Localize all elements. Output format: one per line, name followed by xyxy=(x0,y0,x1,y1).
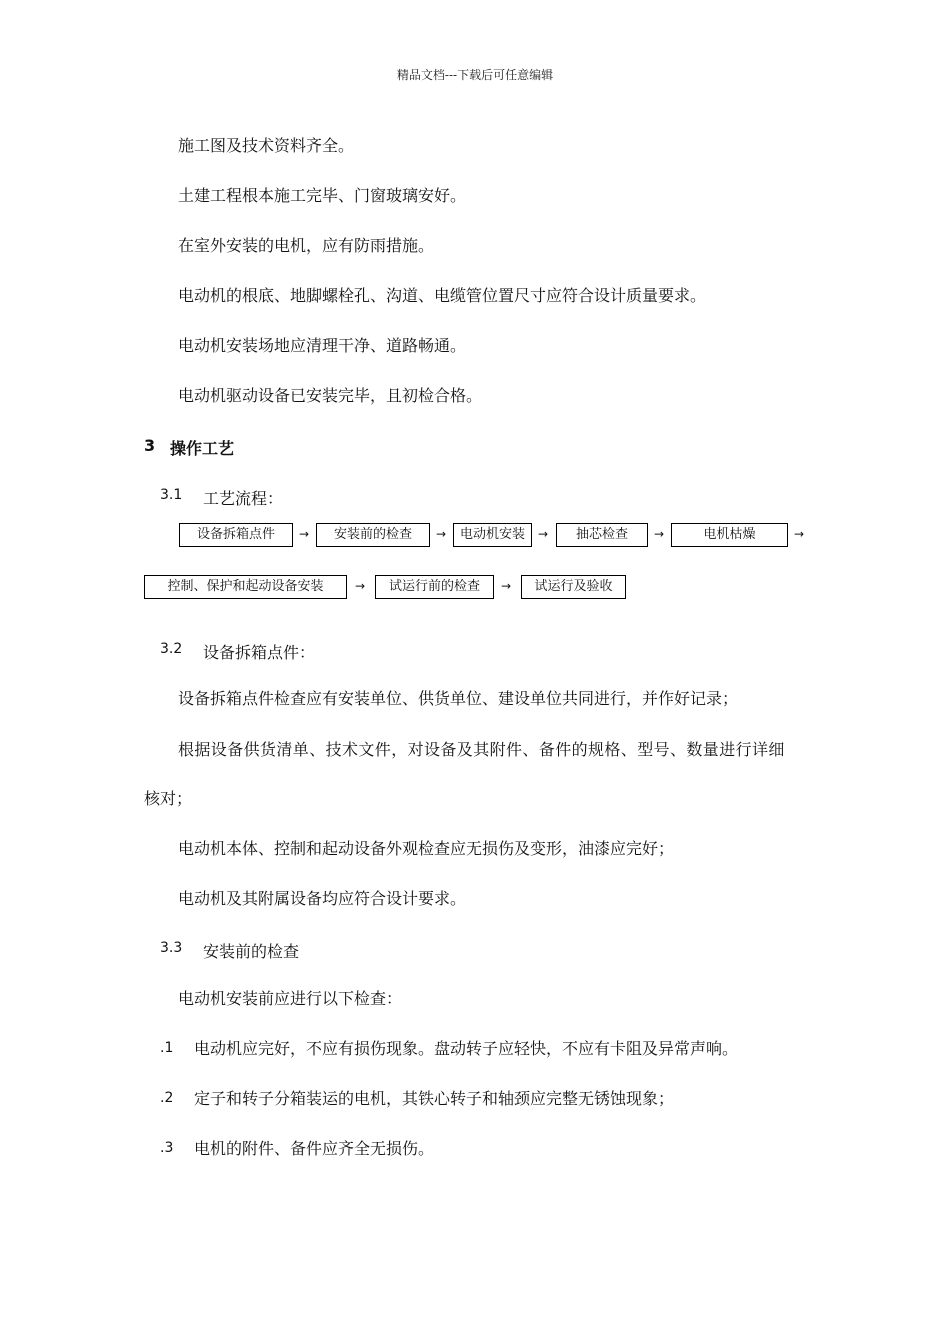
paragraph: 电动机本体、控制和起动设备外观检查应无损伤及变形，油漆应完好； xyxy=(178,839,675,858)
paragraph: 设备拆箱点件检查应有安装单位、供货单位、建设单位共同进行，并作好记录； xyxy=(178,689,739,708)
list-item: 电机的附件、备件应齐全无损伤。 xyxy=(194,1139,435,1158)
arrow-icon: → xyxy=(501,579,512,593)
arrow-icon: → xyxy=(299,527,310,541)
flow-box: 设备拆箱点件 xyxy=(179,523,293,547)
intro-item: 土建工程根本施工完毕、门窗玻璃安好。 xyxy=(178,186,467,205)
flow-box: 控制、保护和起动设备安装 xyxy=(144,575,347,599)
paragraph: 根据设备供货清单、技术文件，对设备及其附件、备件的规格、型号、数量进行详细 xyxy=(178,740,785,759)
list-item: 电动机应完好，不应有损伤现象。盘动转子应轻快，不应有卡阻及异常声响。 xyxy=(194,1039,739,1058)
subsection-title: 安装前的检查 xyxy=(203,942,300,961)
intro-item: 在室外安装的电机，应有防雨措施。 xyxy=(178,236,435,255)
subsection-title: 设备拆箱点件： xyxy=(203,643,316,662)
flow-box: 抽芯检查 xyxy=(556,523,648,547)
subsection-number: 3.3 xyxy=(160,940,183,956)
page-header: 精品文档---下载后可任意编辑 xyxy=(396,68,554,82)
flow-box: 试运行前的检查 xyxy=(375,575,494,599)
paragraph-continuation: 核对； xyxy=(144,789,193,808)
flow-box: 安装前的检查 xyxy=(316,523,430,547)
intro-item: 电动机安装场地应清理干净、道路畅通。 xyxy=(178,336,467,355)
section-title: 操作工艺 xyxy=(170,439,235,458)
paragraph: 电动机安装前应进行以下检查： xyxy=(178,989,403,1008)
arrow-icon: → xyxy=(794,527,805,541)
subsection-number: 3.2 xyxy=(160,641,183,657)
intro-item: 电动机驱动设备已安装完毕，且初检合格。 xyxy=(178,386,483,405)
list-number: .3 xyxy=(160,1140,174,1156)
section-number: 3 xyxy=(144,436,156,455)
arrow-icon: → xyxy=(654,527,665,541)
arrow-icon: → xyxy=(436,527,447,541)
flow-box: 试运行及验收 xyxy=(521,575,626,599)
subsection-number: 3.1 xyxy=(160,487,183,503)
list-number: .2 xyxy=(160,1090,174,1106)
arrow-icon: → xyxy=(538,527,549,541)
intro-item: 施工图及技术资料齐全。 xyxy=(178,136,355,155)
flow-box: 电机枯燥 xyxy=(671,523,788,547)
list-number: .1 xyxy=(160,1040,174,1056)
paragraph: 电动机及其附属设备均应符合设计要求。 xyxy=(178,889,467,908)
flow-box: 电动机安装 xyxy=(453,523,532,547)
intro-item: 电动机的根底、地脚螺栓孔、沟道、电缆管位置尺寸应符合设计质量要求。 xyxy=(178,286,707,305)
arrow-icon: → xyxy=(355,579,366,593)
list-item: 定子和转子分箱装运的电机，其铁心转子和轴颈应完整无锈蚀现象； xyxy=(194,1089,675,1108)
subsection-title: 工艺流程： xyxy=(203,489,284,508)
